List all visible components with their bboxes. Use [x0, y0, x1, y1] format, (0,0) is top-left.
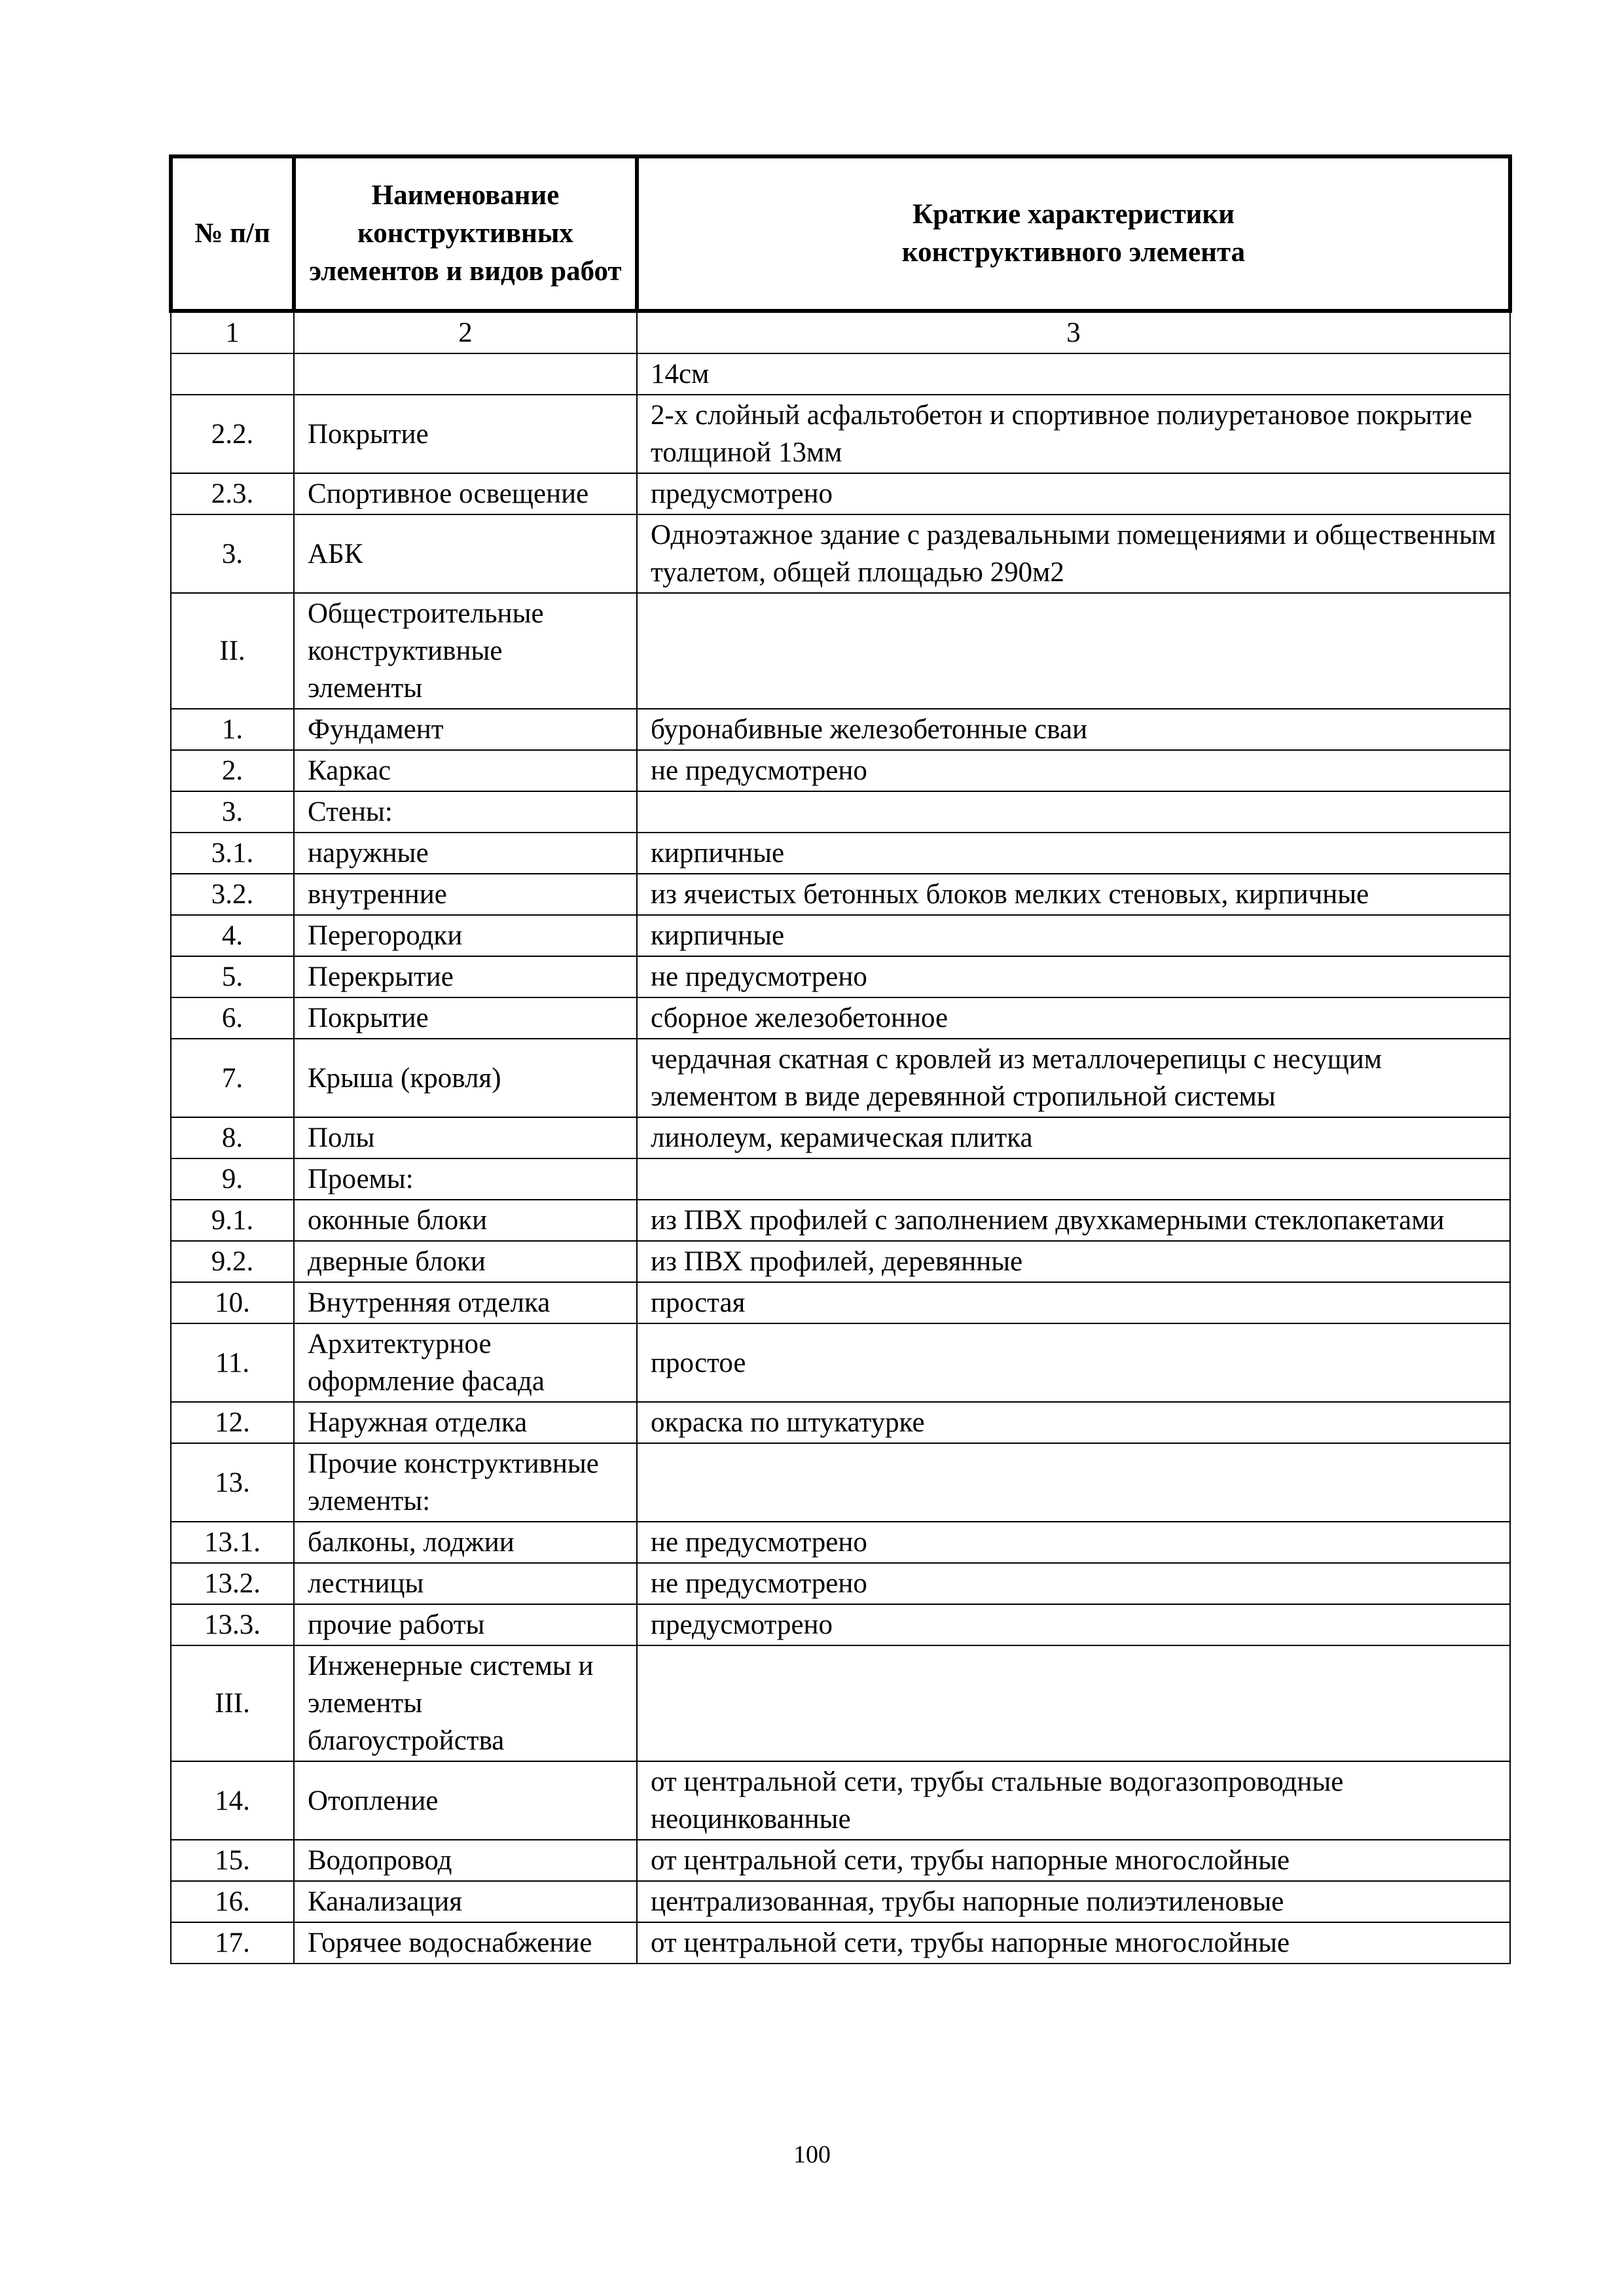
row-number: 3.	[171, 791, 294, 833]
row-element-name: Проемы:	[294, 1158, 637, 1200]
row-element-name: Горячее водоснабжение	[294, 1922, 637, 1964]
page-number: 100	[793, 2141, 831, 2168]
row-number: 2.	[171, 750, 294, 791]
row-description: предусмотрено	[637, 473, 1510, 514]
specification-table	[169, 154, 1512, 1964]
header-element-name: Наименование конструктивных элементов и видов работ	[294, 156, 637, 311]
row-number: 11.	[171, 1323, 294, 1402]
row-element-name: дверные блоки	[294, 1241, 637, 1282]
section-row	[171, 593, 1510, 709]
row-element-name: Покрытие	[294, 997, 637, 1039]
table-row	[171, 1604, 1510, 1645]
row-number: 2.3.	[171, 473, 294, 514]
row-element-name: Фундамент	[294, 709, 637, 750]
row-description: кирпичные	[637, 915, 1510, 956]
table-row	[171, 956, 1510, 997]
row-number: 16.	[171, 1881, 294, 1922]
row-number: 6.	[171, 997, 294, 1039]
row-element-name: Стены:	[294, 791, 637, 833]
row-element-name: Внутренняя отделка	[294, 1282, 637, 1323]
section-title: Инженерные системы и элементы благоустройства	[294, 1645, 637, 1761]
table-row	[171, 395, 1510, 473]
table-row	[171, 1443, 1510, 1522]
table-row	[171, 473, 1510, 514]
row-description: линолеум, керамическая плитка	[637, 1117, 1510, 1158]
row-element-name: Архитектурное оформление фасада	[294, 1323, 637, 1402]
row-number: 13.1.	[171, 1522, 294, 1563]
row-element-name: Каркас	[294, 750, 637, 791]
row-description: от центральной сети, трубы напорные многослойные	[637, 1840, 1510, 1881]
row-description	[637, 593, 1510, 709]
table-row	[171, 874, 1510, 915]
section-title: Общестроительные конструктивные элементы	[294, 593, 637, 709]
column-index: 3	[637, 311, 1510, 353]
table-row	[171, 514, 1510, 593]
row-element-name: Прочие конструктивные элементы:	[294, 1443, 637, 1522]
row-description: из ячеистых бетонных блоков мелких стеновых, кирпичные	[637, 874, 1510, 915]
section-row	[171, 1645, 1510, 1761]
row-description: не предусмотрено	[637, 1522, 1510, 1563]
row-element-name: Покрытие	[294, 395, 637, 473]
row-number: 3.1.	[171, 833, 294, 874]
row-element-name: балконы, лоджии	[294, 1522, 637, 1563]
table-row	[171, 1282, 1510, 1323]
row-number: 17.	[171, 1922, 294, 1964]
table-row	[171, 1840, 1510, 1881]
row-element-name: лестницы	[294, 1563, 637, 1604]
row-description: простое	[637, 1323, 1510, 1402]
row-number: 3.	[171, 514, 294, 593]
row-number: 13.	[171, 1443, 294, 1522]
row-description: от центральной сети, трубы напорные многослойные	[637, 1922, 1510, 1964]
row-description: из ПВХ профилей, деревянные	[637, 1241, 1510, 1282]
row-element-name: Перегородки	[294, 915, 637, 956]
table-row	[171, 1402, 1510, 1443]
header-number: № п/п	[171, 156, 294, 311]
row-description	[637, 791, 1510, 833]
table-row	[171, 1522, 1510, 1563]
table-row	[171, 1881, 1510, 1922]
row-description: централизованная, трубы напорные полиэтиленовые	[637, 1881, 1510, 1922]
row-element-name: прочие работы	[294, 1604, 637, 1645]
row-element-name: Крыша (кровля)	[294, 1039, 637, 1117]
row-number: 8.	[171, 1117, 294, 1158]
table-row	[171, 1761, 1510, 1840]
header-characteristics-line2: конструктивного элемента	[901, 237, 1246, 268]
row-element-name: Спортивное освещение	[294, 473, 637, 514]
table-row	[171, 1158, 1510, 1200]
row-number: 3.2.	[171, 874, 294, 915]
table-row	[171, 1563, 1510, 1604]
row-description: простая	[637, 1282, 1510, 1323]
table-row	[171, 709, 1510, 750]
table-row	[171, 1922, 1510, 1964]
row-description: сборное железобетонное	[637, 997, 1510, 1039]
row-description: 14см	[637, 353, 1510, 395]
row-description: из ПВХ профилей с заполнением двухкамерными стеклопакетами	[637, 1200, 1510, 1241]
table-row	[171, 1241, 1510, 1282]
row-number: 13.2.	[171, 1563, 294, 1604]
table-row	[171, 1323, 1510, 1402]
row-description: 2-х слойный асфальтобетон и спортивное полиуретановое покрытие толщиной 13мм	[637, 395, 1510, 473]
row-number	[171, 353, 294, 395]
row-number: 10.	[171, 1282, 294, 1323]
row-number: 5.	[171, 956, 294, 997]
table-row	[171, 353, 1510, 395]
row-element-name: Полы	[294, 1117, 637, 1158]
row-description	[637, 1158, 1510, 1200]
row-number: 2.2.	[171, 395, 294, 473]
row-element-name: Наружная отделка	[294, 1402, 637, 1443]
row-number: 9.	[171, 1158, 294, 1200]
row-element-name: Водопровод	[294, 1840, 637, 1881]
column-index: 1	[171, 311, 294, 353]
table-row	[171, 750, 1510, 791]
row-element-name	[294, 353, 637, 395]
row-number: 9.2.	[171, 1241, 294, 1282]
row-element-name: АБК	[294, 514, 637, 593]
table-header-row	[171, 156, 1510, 311]
row-description	[637, 1645, 1510, 1761]
table-row	[171, 997, 1510, 1039]
row-description: Одноэтажное здание с раздевальными помещениями и общественным туалетом, общей площадью 290м2	[637, 514, 1510, 593]
row-number: 15.	[171, 1840, 294, 1881]
header-characteristics	[637, 156, 1510, 311]
row-description: не предусмотрено	[637, 956, 1510, 997]
row-number: 4.	[171, 915, 294, 956]
row-number: 9.1.	[171, 1200, 294, 1241]
row-number: 12.	[171, 1402, 294, 1443]
row-element-name: Перекрытие	[294, 956, 637, 997]
row-description: буронабивные железобетонные сваи	[637, 709, 1510, 750]
table-row	[171, 1117, 1510, 1158]
row-description: не предусмотрено	[637, 750, 1510, 791]
row-description: не предусмотрено	[637, 1563, 1510, 1604]
row-number: III.	[171, 1645, 294, 1761]
table-row	[171, 791, 1510, 833]
row-number: II.	[171, 593, 294, 709]
row-description: окраска по штукатурке	[637, 1402, 1510, 1443]
row-description: от центральной сети, трубы стальные водогазопроводные неоцинкованные	[637, 1761, 1510, 1840]
row-element-name: внутренние	[294, 874, 637, 915]
row-description	[637, 1443, 1510, 1522]
row-number: 1.	[171, 709, 294, 750]
column-index-row	[171, 311, 1510, 353]
table-row	[171, 915, 1510, 956]
row-number: 14.	[171, 1761, 294, 1840]
row-number: 13.3.	[171, 1604, 294, 1645]
header-characteristics-line1: Краткие характеристики	[912, 199, 1235, 230]
row-element-name: наружные	[294, 833, 637, 874]
row-description: кирпичные	[637, 833, 1510, 874]
row-description: предусмотрено	[637, 1604, 1510, 1645]
row-description: чердачная скатная с кровлей из металлочерепицы с несущим элементом в виде деревянной стропильной системы	[637, 1039, 1510, 1117]
table-row	[171, 1039, 1510, 1117]
table-row	[171, 1200, 1510, 1241]
row-element-name: Канализация	[294, 1881, 637, 1922]
column-index: 2	[294, 311, 637, 353]
table-row	[171, 833, 1510, 874]
row-element-name: оконные блоки	[294, 1200, 637, 1241]
row-element-name: Отопление	[294, 1761, 637, 1840]
row-number: 7.	[171, 1039, 294, 1117]
